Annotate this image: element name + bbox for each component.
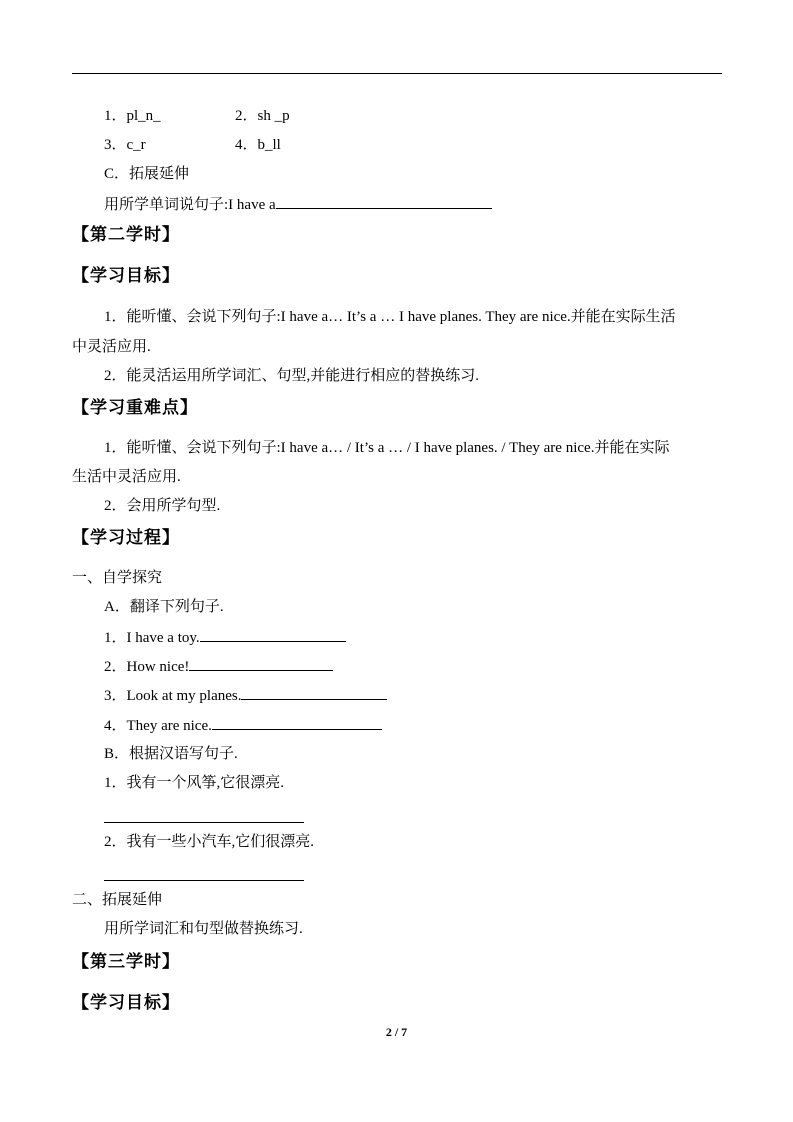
answer-blank[interactable] bbox=[276, 194, 492, 209]
practice-instruction: 用所学词汇和句型做替换练习. bbox=[104, 921, 303, 937]
lesson2-title: 【第二学时】 bbox=[72, 225, 180, 244]
page-number: 2 / 7 bbox=[385, 1025, 408, 1039]
translate-item-1 bbox=[104, 627, 346, 648]
lesson3-title: 【第三学时】 bbox=[72, 952, 180, 971]
objective-1-line-1: 1．能听懂、会说下列句子:I have a… It’s a … I have planes. They are nice.并能在实际生活 bbox=[104, 309, 676, 325]
process-title: 【学习过程】 bbox=[72, 528, 180, 547]
write-answer-line-1[interactable] bbox=[104, 822, 304, 823]
spelling-item-2: 2．sh _p bbox=[235, 108, 290, 124]
part-b-heading: B．根据汉语写句子. bbox=[104, 746, 238, 762]
write-item-1: 1．我有一个风筝,它很漂亮. bbox=[104, 775, 285, 791]
answer-blank[interactable] bbox=[189, 656, 333, 671]
spelling-item-3: 3．c_r bbox=[104, 137, 146, 153]
translate-item-2-text: 2．How nice! bbox=[104, 659, 190, 675]
answer-blank[interactable] bbox=[212, 715, 382, 730]
answer-blank[interactable] bbox=[241, 685, 387, 700]
answer-blank[interactable] bbox=[200, 627, 346, 642]
keypoint-2: 2．会用所学句型. bbox=[104, 498, 221, 514]
translate-item-3 bbox=[104, 685, 387, 706]
keypoint-1-line-1: 1．能听懂、会说下列句子:I have a… / It’s a … / I have planes. / They are nice.并能在实际 bbox=[104, 440, 670, 456]
section-1-heading: 一、自学探究 bbox=[72, 570, 163, 586]
translate-item-4 bbox=[104, 715, 382, 736]
extend-c-heading: C．拓展延伸 bbox=[104, 166, 190, 182]
extend-c-prompt bbox=[104, 194, 492, 215]
translate-item-1-text: 1．I have a toy. bbox=[104, 630, 200, 646]
write-answer-line-2[interactable] bbox=[104, 880, 304, 881]
header-rule bbox=[72, 73, 722, 74]
translate-item-4-text: 4．They are nice. bbox=[104, 718, 212, 734]
spelling-item-1: 1．pl_n_ bbox=[104, 108, 161, 124]
keypoints-title: 【学习重难点】 bbox=[72, 398, 198, 417]
objective-2: 2．能灵活运用所学词汇、句型,并能进行相应的替换练习. bbox=[104, 368, 480, 384]
write-item-2: 2．我有一些小汽车,它们很漂亮. bbox=[104, 834, 315, 850]
keypoint-1-line-2: 生活中灵活应用. bbox=[72, 469, 181, 485]
objective-1-line-2: 中灵活应用. bbox=[72, 339, 151, 355]
section-2-heading: 二、拓展延伸 bbox=[72, 892, 163, 908]
extend-c-prompt-text: 用所学单词说句子:I have a bbox=[104, 197, 276, 213]
lesson2-objectives-title: 【学习目标】 bbox=[72, 266, 180, 285]
translate-item-3-text: 3．Look at my planes. bbox=[104, 688, 242, 704]
lesson3-objectives-title: 【学习目标】 bbox=[72, 993, 180, 1012]
part-a-heading: A．翻译下列句子. bbox=[104, 599, 224, 615]
spelling-item-4: 4．b_ll bbox=[235, 137, 281, 153]
translate-item-2 bbox=[104, 656, 333, 677]
